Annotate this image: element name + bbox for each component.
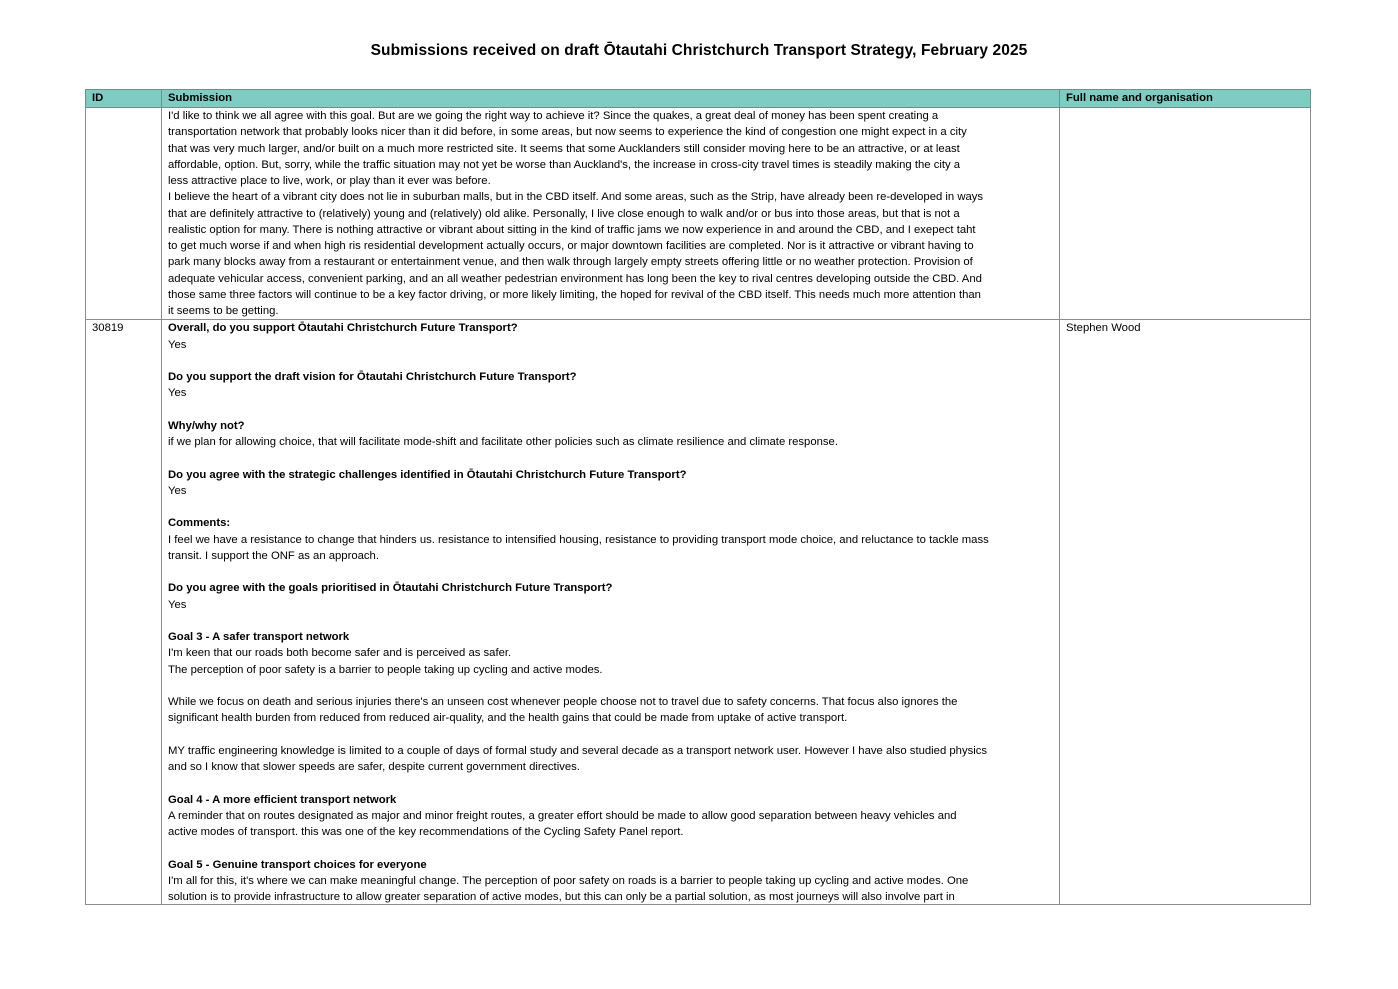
response-answer: Yes (168, 387, 187, 400)
submitter-name: Stephen Wood (1060, 320, 1311, 905)
response-question: Comments: (168, 517, 231, 530)
header-id: ID (86, 90, 162, 108)
submission-id (86, 108, 162, 320)
response-question: Goal 4 - A more efficient transport network (168, 793, 397, 806)
submissions-table (85, 89, 1311, 905)
response-answer: Yes (168, 598, 187, 611)
submission-text: I'd like to think we all agree with this goal. But are we going the right way to achieve it? Since the quakes, a great deal of money has been spent creating a transportation network that probably looks nicer than it did before, in some areas, but now seems to experience the kind of congestion one might expect in a city that was very much larger, and/or built on a much more restricted site. It seems that some Aucklanders still consider moving here to be an attractive, or at least affordable, option. But, sorry, while the traffic situation may not yet be worse than Auckland's, the increase in cross-city travel times is steadily making the city a less attractive place to live, work, or play than it ever was before. I believe the heart of a vibrant city does not lie in suburban malls, but in the CBD itself. And some areas, such as the Strip, have already been re-developed in ways that are definitely attractive to (relatively) young and (relatively) old alike. Personally, I live close enough to walk and/or or bus into those areas, but that is not a realistic option for many. There is nothing attractive or vibrant about sitting in the kind of traffic jams we now experience in and around the CBD, and I exepect taht to get much worse if and when high ris residential development actually occurs, or major downtown facilities are completed. Nor is it attractive or vibrant having to park many blocks away from a restaurant or entertainment venue, and then walk through largely empty streets offering little or no weather protection. Provision of adequate vehicular access, convenient parking, and an all weather pedestrian environment has long been the key to rival centres developing outside the CBD. And those same three factors will continue to be a key factor driving, or more likely limiting, the hoped for revival of the CBD itself. This needs much more attention than it seems to be getting. (162, 108, 1060, 320)
response-answer: if we plan for allowing choice, that will facilitate mode-shift and facilitate other policies such as climate resilience and climate response. (168, 436, 838, 448)
table-row (86, 108, 1311, 320)
submission-responses (162, 320, 1060, 905)
response-question: Do you support the draft vision for Ōtautahi Christchurch Future Transport? (168, 371, 577, 383)
response-question: Goal 3 - A safer transport network (168, 631, 350, 643)
response-answer: I'm all for this, it's where we can make meaningful change. The perception of poor safety on roads is a barrier to people taking up cycling and active modes. One solution is to provide infrastructure to allow greater separation of active modes, but this can only be a partial solution, as most journeys will also involve part in (168, 874, 969, 903)
response-question: Overall, do you support Ōtautahi Christchurch Future Transport? (168, 322, 518, 335)
response-question: Goal 5 - Genuine transport choices for everyone (168, 858, 427, 871)
response-question: Do you agree with the goals prioritised in Ōtautahi Christchurch Future Transport? (168, 582, 613, 595)
response-question: Why/why not? (168, 419, 245, 432)
table-row (86, 320, 1311, 905)
page-title: Submissions received on draft Ōtautahi Christchurch Transport Strategy, February 2025 (370, 42, 1028, 59)
response-answer: Yes (168, 338, 187, 351)
table-header-row (86, 90, 1311, 108)
response-question: Do you agree with the strategic challenges identified in Ōtautahi Christchurch Future Transport? (168, 468, 687, 481)
response-answer: I feel we have a resistance to change that hinders us. resistance to intensified housing, resistance to providing transport mode choice, and reluctance to tackle mass transit. I support the ONF as an approach. (168, 533, 989, 562)
response-answer: I'm keen that our roads both become safer and is perceived as safer. The perception of poor safety is a barrier to people taking up cycling and active modes. While we focus on death and serious injuries there's an unseen cost whenever people choose not to travel due to safety concerns. That focus also ignores the significant health burden from reduced from reduced air-quality, and the health gains that could be made from uptake of active transport. MY traffic engineering knowledge is limited to a couple of days of formal study and several decade as a transport network user. However I have also studied physics and so I know that slower speeds are safer, despite current government directives. (168, 647, 988, 773)
response-answer: Yes (168, 484, 187, 497)
response-answer: A reminder that on routes designated as major and minor freight routes, a greater effort should be made to allow good separation between heavy vehicles and active modes of transport. this was one of the key recommendations of the Cycling Safety Panel report. (168, 809, 957, 838)
header-submission: Submission (162, 90, 1060, 108)
submitter-name (1060, 108, 1311, 320)
submission-id: 30819 (86, 320, 162, 905)
header-full-name: Full name and organisation (1060, 90, 1311, 108)
